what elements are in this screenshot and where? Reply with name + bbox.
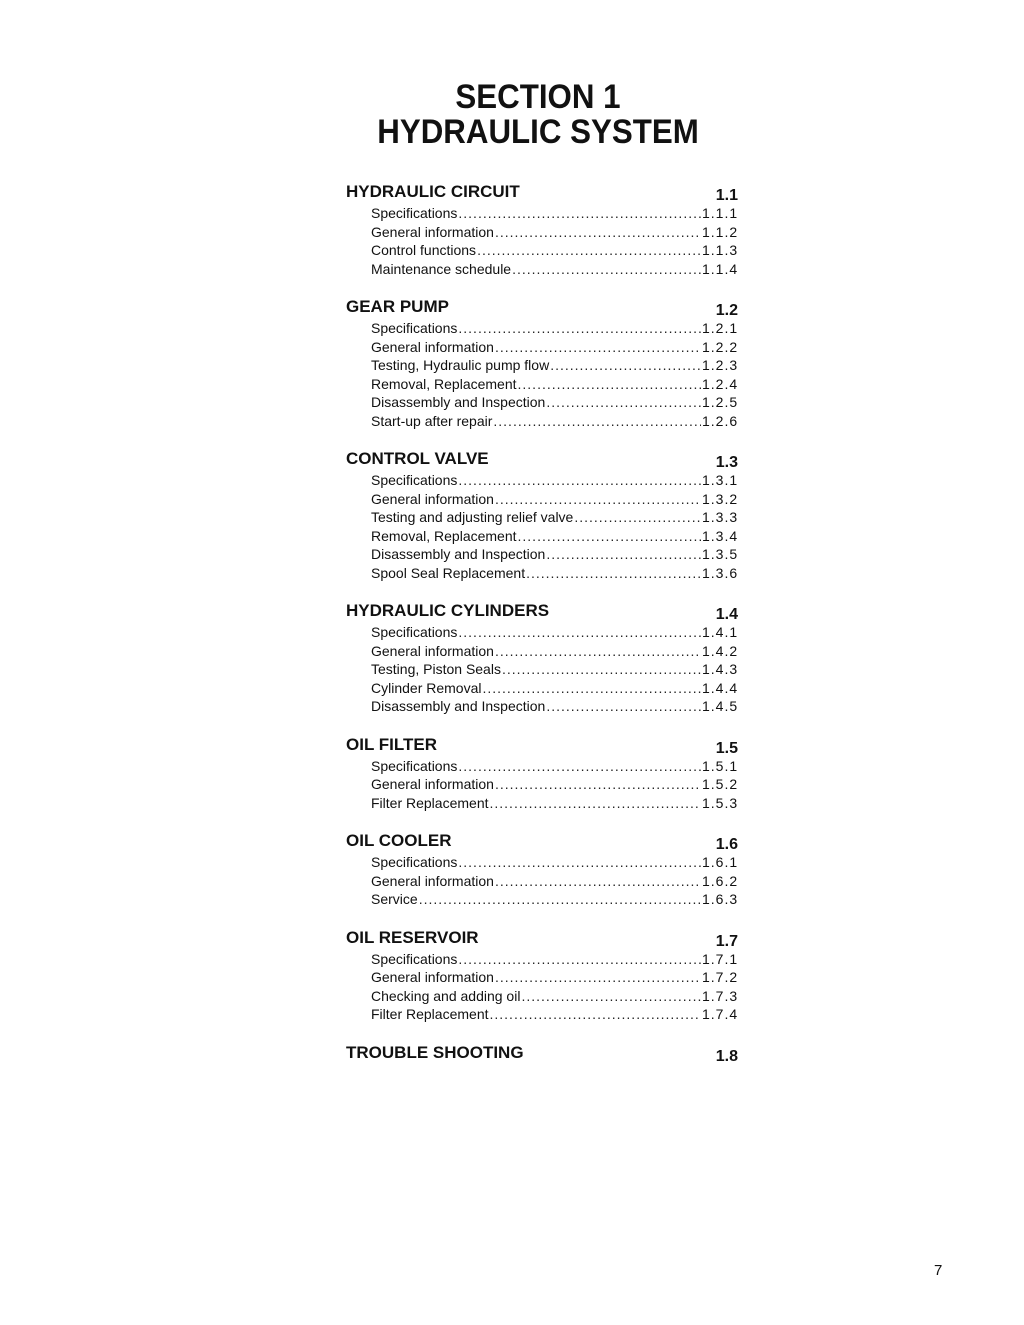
toc-entry-list	[371, 757, 738, 813]
toc-entry-label: Specifications	[371, 950, 458, 967]
dot-leader	[482, 679, 701, 698]
toc-section-heading	[346, 1043, 738, 1063]
toc-entry	[371, 872, 738, 891]
section-heading-number: 1.8	[715, 1047, 738, 1065]
dot-leader	[512, 260, 701, 279]
section-heading-number: 1.2	[715, 302, 738, 319]
toc-entry-page: 1.3.5	[702, 546, 739, 562]
toc-entry-label: Specifications	[371, 472, 458, 488]
toc-entry-page: 1.2.1	[702, 320, 739, 336]
toc-entry-list	[371, 623, 738, 716]
dot-leader	[458, 204, 701, 223]
toc-entry-label: Testing and adjusting relief valve	[371, 509, 574, 525]
toc-entry-label: General information	[371, 642, 494, 659]
toc-entry-page: 1.5.3	[702, 794, 739, 811]
section-heading-label: OIL COOLER	[346, 831, 452, 850]
toc-entry	[371, 545, 738, 564]
toc-entry-label: General information	[371, 776, 494, 792]
toc-section-heading	[346, 601, 738, 621]
section-heading-label: HYDRAULIC CIRCUIT	[346, 182, 520, 201]
toc-section	[346, 735, 738, 813]
toc-entry-page: 1.2.6	[702, 412, 739, 429]
toc-entry	[371, 490, 738, 509]
dot-leader	[458, 853, 701, 872]
toc-entry	[371, 853, 738, 872]
section-heading-number: 1.6	[715, 836, 738, 853]
toc-entry-label: General information	[371, 490, 494, 507]
toc-entry-page: 1.6.2	[702, 872, 739, 889]
section-title	[0, 80, 1024, 150]
section-heading-number: 1.3	[715, 454, 738, 471]
toc-entry	[371, 564, 738, 583]
toc-entry	[371, 375, 738, 394]
toc-entry-label: Specifications	[371, 624, 458, 640]
section-heading-number: 1.1	[715, 187, 738, 204]
toc-entry-page: 1.6.1	[702, 854, 739, 870]
dot-leader	[495, 775, 701, 794]
toc-section-heading	[346, 449, 738, 469]
toc-entry-label: Spool Seal Replacement	[371, 564, 526, 581]
toc-entry	[371, 508, 738, 527]
dot-leader	[490, 1005, 702, 1024]
toc-entry-page: 1.3.2	[702, 490, 739, 507]
toc-entry-page: 1.6.3	[702, 891, 739, 907]
toc-section-heading	[346, 182, 738, 202]
toc-entry-page: 1.1.1	[702, 205, 739, 221]
dot-leader	[546, 393, 701, 412]
toc-entry	[371, 890, 738, 909]
section-heading-number: 1.4	[715, 606, 738, 623]
section-heading-number: 1.7	[715, 932, 738, 950]
toc-entry	[371, 775, 738, 794]
toc-entry-page: 1.5.1	[702, 757, 739, 774]
dot-leader	[495, 223, 701, 242]
dot-leader	[490, 794, 702, 813]
toc-entry	[371, 794, 738, 813]
section-heading-label: GEAR PUMP	[346, 297, 449, 316]
toc-entry-page: 1.2.5	[702, 394, 739, 410]
toc-entry-page: 1.4.4	[702, 679, 739, 696]
toc-entry-page: 1.2.4	[702, 375, 739, 392]
toc-entry-page: 1.4.5	[702, 698, 739, 714]
dot-leader	[458, 623, 701, 642]
toc-section-heading	[346, 928, 738, 948]
toc-entry-page: 1.4.3	[702, 661, 739, 677]
toc-entry-page: 1.4.2	[702, 642, 739, 659]
toc-section	[346, 601, 738, 716]
toc-section-heading	[346, 831, 738, 851]
toc-section-heading	[346, 735, 738, 755]
toc-entry-page: 1.7.4	[702, 1006, 739, 1022]
dot-leader	[458, 471, 701, 490]
dot-leader	[419, 890, 701, 909]
toc-entry	[371, 697, 738, 716]
toc-entry	[371, 623, 738, 642]
toc-section-heading	[346, 297, 738, 317]
dot-leader	[546, 697, 701, 716]
toc-section	[346, 182, 738, 278]
toc-entry-label: Testing, Piston Seals	[371, 661, 501, 677]
dot-leader	[574, 508, 701, 527]
toc-entry-label: Specifications	[371, 757, 458, 774]
dot-leader	[458, 319, 701, 338]
toc-entry-list	[371, 950, 738, 1024]
toc-entry	[371, 260, 738, 279]
toc-section	[346, 449, 738, 582]
toc-entry-page: 1.7.2	[702, 969, 739, 985]
toc-entry-label: Maintenance schedule	[371, 260, 512, 277]
toc-entry-list	[371, 204, 738, 278]
section-heading-label: CONTROL VALVE	[346, 449, 489, 468]
toc-section	[346, 1043, 738, 1063]
section-heading-label: OIL RESERVOIR	[346, 927, 479, 947]
section-heading-label: OIL FILTER	[346, 734, 437, 754]
page-number: 7	[934, 1262, 943, 1279]
toc-entry-label: General information	[371, 338, 494, 355]
dot-leader	[521, 987, 701, 1006]
toc-entry-label: General information	[371, 969, 494, 985]
dot-leader	[495, 642, 701, 661]
toc-entry-label: Service	[371, 891, 418, 907]
toc-entry	[371, 241, 738, 260]
dot-leader	[458, 950, 701, 969]
toc-entry-page: 1.7.1	[702, 950, 739, 967]
toc-entry	[371, 319, 738, 338]
toc-entry-page: 1.4.1	[702, 624, 739, 640]
toc-entry	[371, 660, 738, 679]
toc-entry-label: Disassembly and Inspection	[371, 698, 546, 714]
toc-entry-label: Checking and adding oil	[371, 987, 521, 1004]
toc-entry	[371, 950, 738, 969]
toc-entry	[371, 642, 738, 661]
toc-entry-label: Start-up after repair	[371, 412, 493, 429]
toc-entry	[371, 527, 738, 546]
toc-entry-label: Removal, Replacement	[371, 375, 517, 392]
toc-entry	[371, 757, 738, 776]
toc-entry-label: Filter Replacement	[371, 794, 489, 811]
section-heading-number: 1.5	[715, 739, 738, 757]
toc-entry	[371, 356, 738, 375]
toc-entry	[371, 1005, 738, 1024]
toc-entry	[371, 338, 738, 357]
section-number-title: SECTION 1	[455, 78, 621, 116]
table-of-contents	[346, 182, 738, 1082]
section-heading-label: HYDRAULIC CYLINDERS	[346, 601, 550, 620]
toc-entry-label: General information	[371, 872, 494, 889]
toc-section	[346, 831, 738, 909]
section-heading-label: TROUBLE SHOOTING	[346, 1042, 524, 1062]
toc-entry-page: 1.1.4	[702, 260, 739, 277]
toc-entry-page: 1.3.3	[702, 509, 739, 525]
dot-leader	[518, 375, 701, 394]
dot-leader	[550, 356, 701, 375]
toc-entry-page: 1.3.1	[702, 472, 739, 488]
toc-entry	[371, 393, 738, 412]
dot-leader	[495, 338, 701, 357]
toc-entry-page: 1.1.3	[702, 242, 739, 258]
toc-section	[346, 297, 738, 430]
toc-section	[346, 928, 738, 1024]
toc-entry	[371, 223, 738, 242]
toc-entry-label: Cylinder Removal	[371, 679, 482, 696]
dot-leader	[458, 757, 701, 776]
dot-leader	[546, 545, 701, 564]
toc-entry	[371, 679, 738, 698]
toc-entry	[371, 987, 738, 1006]
toc-entry-label: Disassembly and Inspection	[371, 394, 546, 410]
toc-entry-label: Filter Replacement	[371, 1006, 489, 1022]
toc-entry	[371, 412, 738, 431]
toc-entry-page: 1.2.2	[702, 338, 739, 355]
toc-entry-label: Specifications	[371, 320, 458, 336]
toc-entry-list	[371, 853, 738, 909]
dot-leader	[495, 968, 701, 987]
section-name-title: HYDRAULIC SYSTEM	[377, 113, 699, 151]
dot-leader	[502, 660, 701, 679]
toc-entry-page: 1.2.3	[702, 357, 739, 373]
toc-entry-page: 1.1.2	[702, 223, 739, 240]
toc-entry-page: 1.5.2	[702, 776, 739, 792]
toc-entry-page: 1.7.3	[702, 987, 739, 1004]
toc-entry	[371, 471, 738, 490]
toc-entry-label: Specifications	[371, 205, 458, 221]
dot-leader	[493, 412, 701, 431]
toc-entry-page: 1.3.6	[702, 564, 739, 581]
toc-entry-list	[371, 319, 738, 430]
dot-leader	[518, 527, 701, 546]
dot-leader	[495, 872, 701, 891]
toc-entry-label: Specifications	[371, 854, 458, 870]
toc-entry-label: Control functions	[371, 242, 477, 258]
dot-leader	[526, 564, 701, 583]
toc-entry-label: Removal, Replacement	[371, 527, 517, 544]
toc-entry-label: Disassembly and Inspection	[371, 546, 546, 562]
dot-leader	[495, 490, 701, 509]
dot-leader	[477, 241, 701, 260]
toc-entry-label: Testing, Hydraulic pump flow	[371, 357, 550, 373]
toc-entry-list	[371, 471, 738, 582]
toc-entry-page: 1.3.4	[702, 527, 739, 544]
toc-entry	[371, 968, 738, 987]
toc-entry-label: General information	[371, 223, 494, 240]
toc-entry	[371, 204, 738, 223]
